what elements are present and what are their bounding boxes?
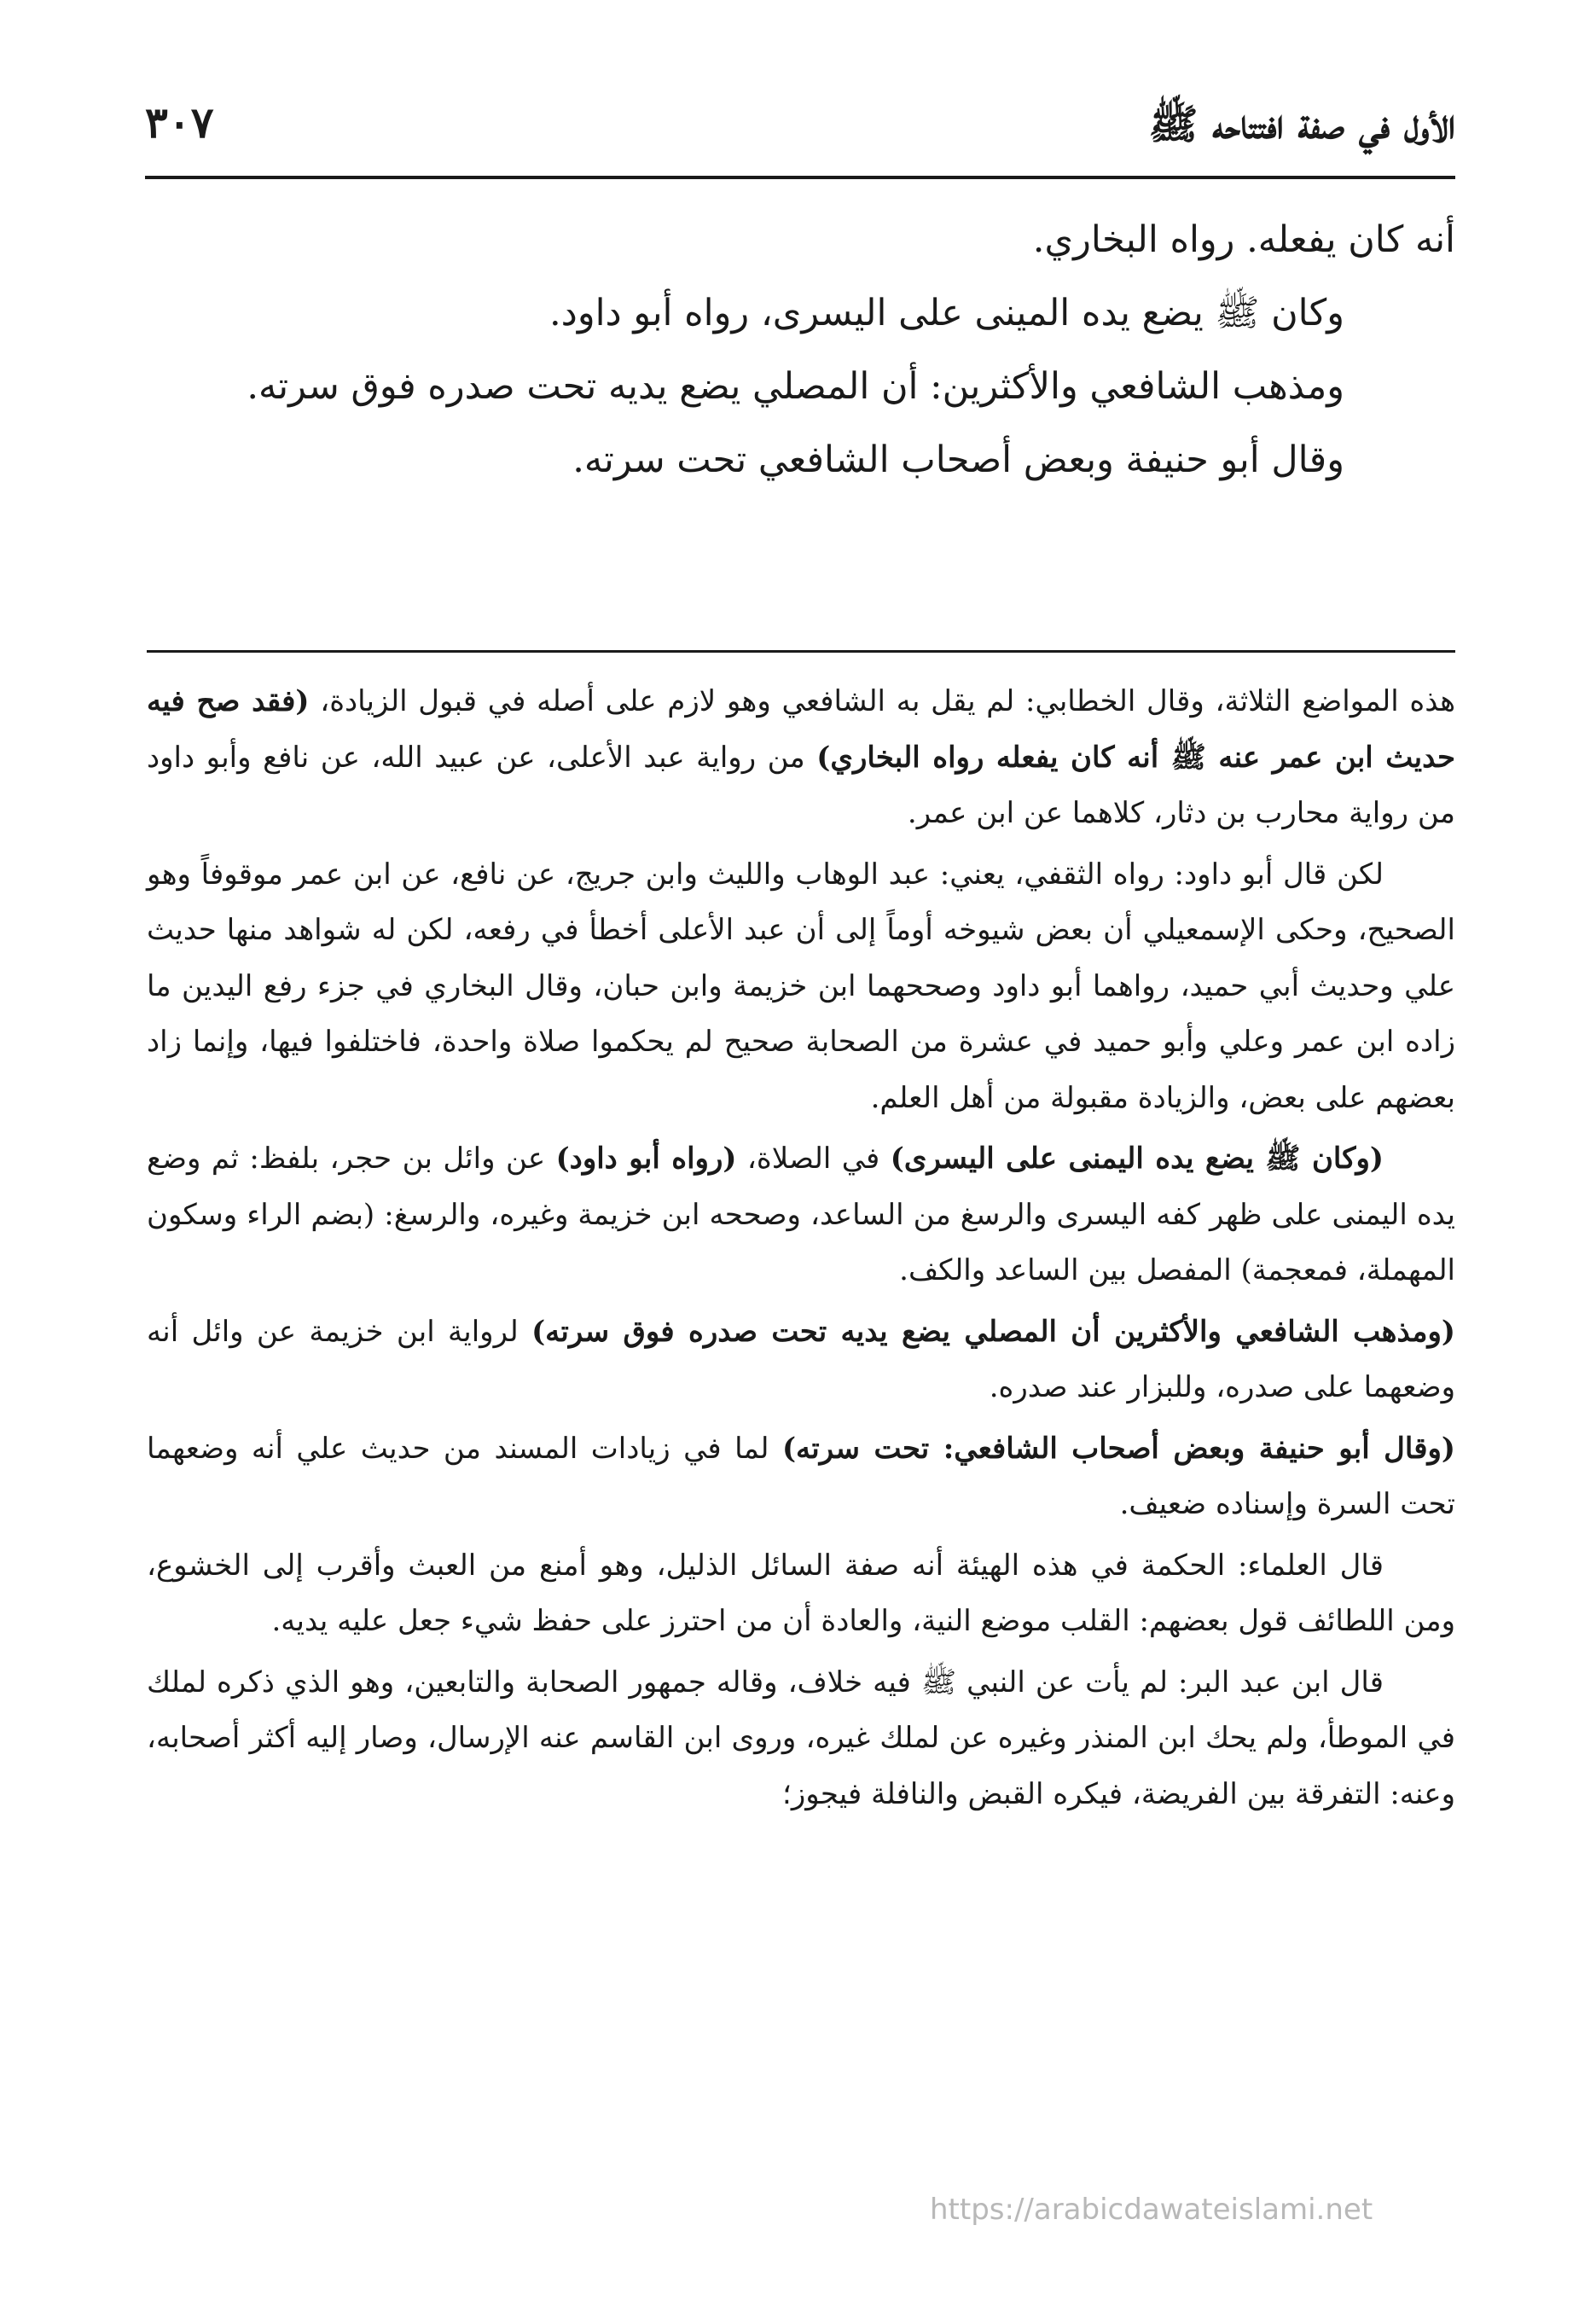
commentary-paragraph: قال ابن عبد البر: لم يأت عن النبي ﷺ فيه خلاف، وقاله جمهور الصحابة والتابعين، وهو الذي ذكره لملك في الموطأ، ولم يحك ابن المنذر وغيره عن لملك غيره، وروى ابن القاسم عنه الإرسال، وصار إليه أكثر أصحابه، وعنه: التفرقة بين الفريضة، فيكره القبض والنافلة فيجوز؛ <box>147 1665 1455 1811</box>
quoted-matn: (وكان ﷺ يضع يده اليمنى على اليسرى) <box>890 1142 1384 1176</box>
commentary-paragraph <box>147 1131 1455 1299</box>
commentary-paragraph: قال العلماء: الحكمة في هذه الهيئة أنه صفة السائل الذليل، وهو أمنع من العبث وأقرب إلى الخشوع، ومن اللطائف قول بعضهم: القلب موضع النية، والعادة أن من احترز على حفظ شيء جعل عليه يديه. <box>147 1548 1455 1638</box>
commentary-text-run: لرواية ابن خزيمة عن وائل أنه وضعهما على صدره، وللبزار عند صدره. <box>147 1314 1455 1404</box>
page-number: ٣٠٧ <box>145 97 214 148</box>
matn-line-3: ومذهب الشافعي والأكثرين: أن المصلي يضع يديه تحت صدره فوق سرته. <box>247 365 1344 408</box>
chapter-title: الأول في صفة افتتاحه ﷺ <box>1148 101 1455 148</box>
matn-line-4: وقال أبو حنيفة وبعض أصحاب الشافعي تحت سرته. <box>572 439 1344 481</box>
commentary-text-run: لما في زيادات المسند من حديث علي أنه وضعهما تحت السرة وإسناده ضعيف. <box>147 1431 1455 1521</box>
commentary-text-run: عن وائل بن حجر، بلفظ: ثم وضع يده اليمنى على ظهر كفه اليسرى والرسغ من الساعد، وصححه ابن خزيمة وغيره، والرسغ: (بضم الراء وسكون المهملة، فمعجمة) المفصل بين الساعد والكف. <box>147 1142 1455 1287</box>
commentary-paragraph <box>147 674 1455 842</box>
commentary-paragraph <box>147 1421 1455 1533</box>
commentary-divider <box>147 650 1455 653</box>
commentary-text <box>147 674 1455 1827</box>
matn-line-2: وكان ﷺ يضع يده المينى على اليسرى، رواه أبو داود. <box>549 292 1344 334</box>
quoted-matn: (وقال أبو حنيفة وبعض أصحاب الشافعي: تحت سرته) <box>781 1431 1455 1466</box>
main-text <box>147 203 1455 497</box>
source-watermark: https://arabicdawateislami.net <box>930 2193 1373 2227</box>
matn-line-1: أنه كان يفعله. رواه البخاري. <box>1032 218 1455 261</box>
quoted-matn: (ومذهب الشافعي والأكثرين أن المصلي يضع يديه تحت صدره فوق سرته) <box>531 1314 1456 1349</box>
commentary-text-run: هذه المواضع الثلاثة، وقال الخطابي: لم يقل به الشافعي وهو لازم على أصله في قبول الزيادة، <box>309 684 1456 718</box>
running-header <box>145 94 1455 167</box>
commentary-text-run: في الصلاة، <box>736 1142 891 1176</box>
header-divider <box>145 176 1455 179</box>
quoted-matn: (رواه أبو داود) <box>555 1142 737 1176</box>
commentary-paragraph: لكن قال أبو داود: رواه الثقفي، يعني: عبد الوهاب والليث وابن جريج، عن نافع، عن ابن عمر موقوفاً وهو الصحيح، وحكى الإسمعيلي أن بعض شيوخه أوماً إلى أن عبد الأعلى أخطأ في رفعه، لكن له شواهد منها حديث علي وحديث أبي حميد، رواهما أبو داود وصححهما ابن خزيمة وابن حبان، وقال البخاري في جزء رفع اليدين ما زاده ابن عمر وعلي وأبو حميد في عشرة من الصحابة صحيح لم يحكموا صلاة واحدة، فاختلفوا فيها، وإنما زاد بعضهم على بعض، والزيادة مقبولة من أهل العلم. <box>147 857 1455 1115</box>
commentary-paragraph <box>147 1304 1455 1416</box>
commentary-text-run: من رواية عبد الأعلى، عن عبيد الله، عن نافع وأبو داود من رواية محارب بن دثار، كلاهما عن ابن عمر. <box>147 740 1455 830</box>
quoted-matn: (فقد صح فيه حديث ابن عمر عنه ﷺ أنه كان يفعله رواه البخاري) <box>147 684 1455 775</box>
